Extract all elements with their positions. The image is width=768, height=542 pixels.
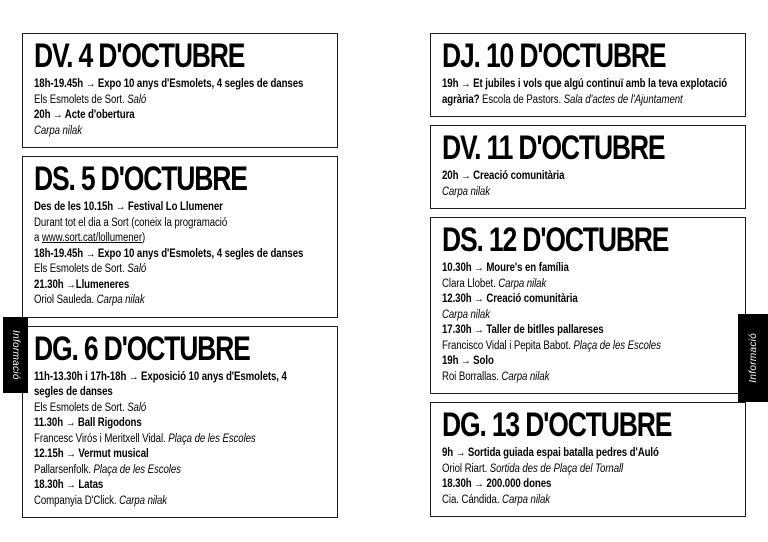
venue-text: Saló	[127, 263, 147, 275]
event-time-title: 11h-13.30h i 17h-18h → Exposició 10 anys d'Esmolets, 4	[34, 370, 287, 383]
event-detail-line	[442, 462, 687, 478]
venue-text: Carpa nilak	[119, 494, 168, 507]
venue-text: Carpa nilak	[498, 277, 547, 290]
event-entry-line	[442, 292, 687, 308]
event-entry-line	[34, 278, 279, 294]
detail-text: Els Esmolets de Sort.	[34, 263, 128, 275]
venue-text: Carpa nilak	[501, 370, 550, 383]
event-box	[430, 125, 746, 209]
event-time-title: 10.30h → Moure's en família	[442, 262, 569, 274]
event-time-title: 19h → Solo	[442, 355, 494, 367]
event-detail-line	[34, 401, 279, 417]
event-time-title: 18.30h → Latas	[34, 479, 104, 491]
detail-text: Francesc Virós i Meritxell Vidal.	[34, 432, 169, 445]
venue-text: Saló	[127, 401, 147, 414]
event-entry-line	[442, 477, 687, 493]
event-detail-line	[34, 463, 279, 479]
info-tab-left-label: Informació	[10, 330, 21, 380]
event-detail-line	[34, 494, 279, 510]
event-entry-line	[34, 108, 279, 124]
date-title: DV. 11 D'OCTUBRE	[442, 129, 665, 167]
program-column-right	[430, 33, 746, 525]
detail-text: )	[141, 232, 146, 244]
venue-text: Sortida des de Plaça del Tornall	[489, 462, 624, 475]
venue-text: Sala d'actes de l'Ajuntament	[563, 93, 683, 106]
event-detail-line	[34, 93, 279, 109]
program-column-left	[22, 33, 338, 526]
venue-text: Plaça de les Escoles	[93, 463, 181, 476]
event-entry-line	[34, 478, 279, 494]
event-entry-line	[442, 261, 687, 277]
event-time-title: 18h-19.45h → Expo 10 anys d'Esmolets, 4 segles de danses	[34, 78, 304, 90]
event-time-title: 11.30h → Ball Rigodons	[34, 417, 142, 429]
event-entry-line	[34, 247, 304, 263]
event-entry-line	[442, 354, 687, 370]
event-box	[22, 33, 338, 148]
event-detail-line	[34, 432, 279, 448]
event-time-title: 19h → Et jubiles i vols que algú continuï amb la teva explotació	[442, 78, 728, 90]
detail-text: a	[34, 232, 42, 244]
event-detail-line	[442, 370, 687, 386]
event-time-title: 12.15h → Vermut musical	[34, 448, 149, 460]
venue-text: Carpa nilak	[442, 308, 490, 321]
info-tab-right	[738, 314, 768, 402]
detail-text: Oriol Sauleda.	[34, 294, 97, 306]
event-entry-line	[442, 93, 687, 109]
info-tab-left	[3, 317, 28, 393]
event-detail-line	[442, 277, 687, 293]
date-title: DS. 12 D'OCTUBRE	[442, 221, 669, 259]
date-title: DG. 6 D'OCTUBRE	[34, 329, 250, 368]
event-detail-line	[34, 293, 279, 309]
event-time-title: 9h → Sortida guiada espai batalla pedres d'Auló	[442, 447, 659, 459]
venue-text: Carpa nilak	[96, 294, 145, 306]
event-entry-line	[34, 200, 279, 216]
event-time-title: 20h → Creació comunitària	[442, 170, 565, 182]
detail-text: Francisco Vidal i Pepita Babot.	[442, 339, 574, 352]
event-detail-line	[34, 262, 279, 278]
venue-text: Carpa nilak	[442, 185, 490, 198]
venue-text: Plaça de les Escoles	[573, 339, 661, 352]
detail-text: Oriol Riart.	[442, 462, 490, 475]
event-entry-line	[34, 416, 279, 432]
detail-text: Cia. Cándida.	[442, 493, 503, 506]
venue-text: Carpa nilak	[502, 493, 550, 506]
event-box	[430, 402, 746, 517]
event-time-title: agrària?	[442, 93, 483, 106]
event-entry-line	[442, 323, 687, 339]
event-box	[22, 326, 338, 519]
detail-text: Els Esmolets de Sort.	[34, 93, 128, 106]
event-time-title: 20h → Acte d'obertura	[34, 109, 135, 121]
program-url-link[interactable]: www.sort.cat/lollumener	[41, 232, 142, 244]
detail-text: Clara Llobet.	[442, 277, 499, 290]
event-detail-line	[442, 339, 687, 355]
event-entry-line	[442, 77, 728, 93]
detail-text: Els Esmolets de Sort.	[34, 401, 128, 414]
detail-text: Companyia D'Click.	[34, 494, 120, 507]
event-time-title: 12.30h → Creació comunitària	[442, 293, 578, 305]
event-box	[430, 217, 746, 394]
event-time-title: Des de les 10.15h → Festival Lo Llumener	[34, 201, 223, 213]
event-detail-line	[442, 185, 687, 201]
event-entry-line	[34, 370, 287, 386]
event-time-title: segles de danses	[34, 386, 113, 398]
info-tab-right-label: Informació	[747, 333, 759, 383]
detail-text: Durant tot el dia a Sort (coneix la programació	[34, 216, 228, 229]
date-title: DG. 13 D'OCTUBRE	[442, 406, 672, 444]
event-time-title: 17.30h → Taller de bitlles pallareses	[442, 324, 604, 336]
venue-text: Carpa nilak	[34, 124, 82, 137]
detail-text: Pallarsenfolk.	[34, 463, 94, 476]
event-entry-line	[34, 447, 279, 463]
venue-text: Plaça de les Escoles	[168, 432, 256, 445]
event-box	[22, 156, 338, 318]
event-entry-line	[442, 169, 687, 185]
event-time-title: 18h-19.45h → Expo 10 anys d'Esmolets, 4 segles de danses	[34, 247, 304, 260]
detail-text: Roi Borrallas.	[442, 370, 502, 383]
venue-text: Saló	[127, 93, 147, 106]
event-detail-line	[34, 124, 279, 140]
date-title: DS. 5 D'OCTUBRE	[34, 160, 247, 198]
event-detail-line	[442, 308, 687, 324]
event-detail-line	[442, 493, 687, 509]
detail-text: Escola de Pastors.	[482, 93, 564, 106]
event-detail-line	[34, 231, 279, 247]
event-entry-line	[34, 385, 279, 401]
date-title: DV. 4 D'OCTUBRE	[34, 37, 245, 75]
event-entry-line	[442, 446, 687, 462]
event-detail-line	[34, 216, 279, 232]
event-time-title: 18.30h → 200.000 dones	[442, 478, 552, 490]
event-box	[430, 33, 746, 117]
date-title: DJ. 10 D'OCTUBRE	[442, 37, 666, 75]
event-time-title: 21.30h →Llumeneres	[34, 278, 130, 291]
event-entry-line	[34, 77, 304, 93]
